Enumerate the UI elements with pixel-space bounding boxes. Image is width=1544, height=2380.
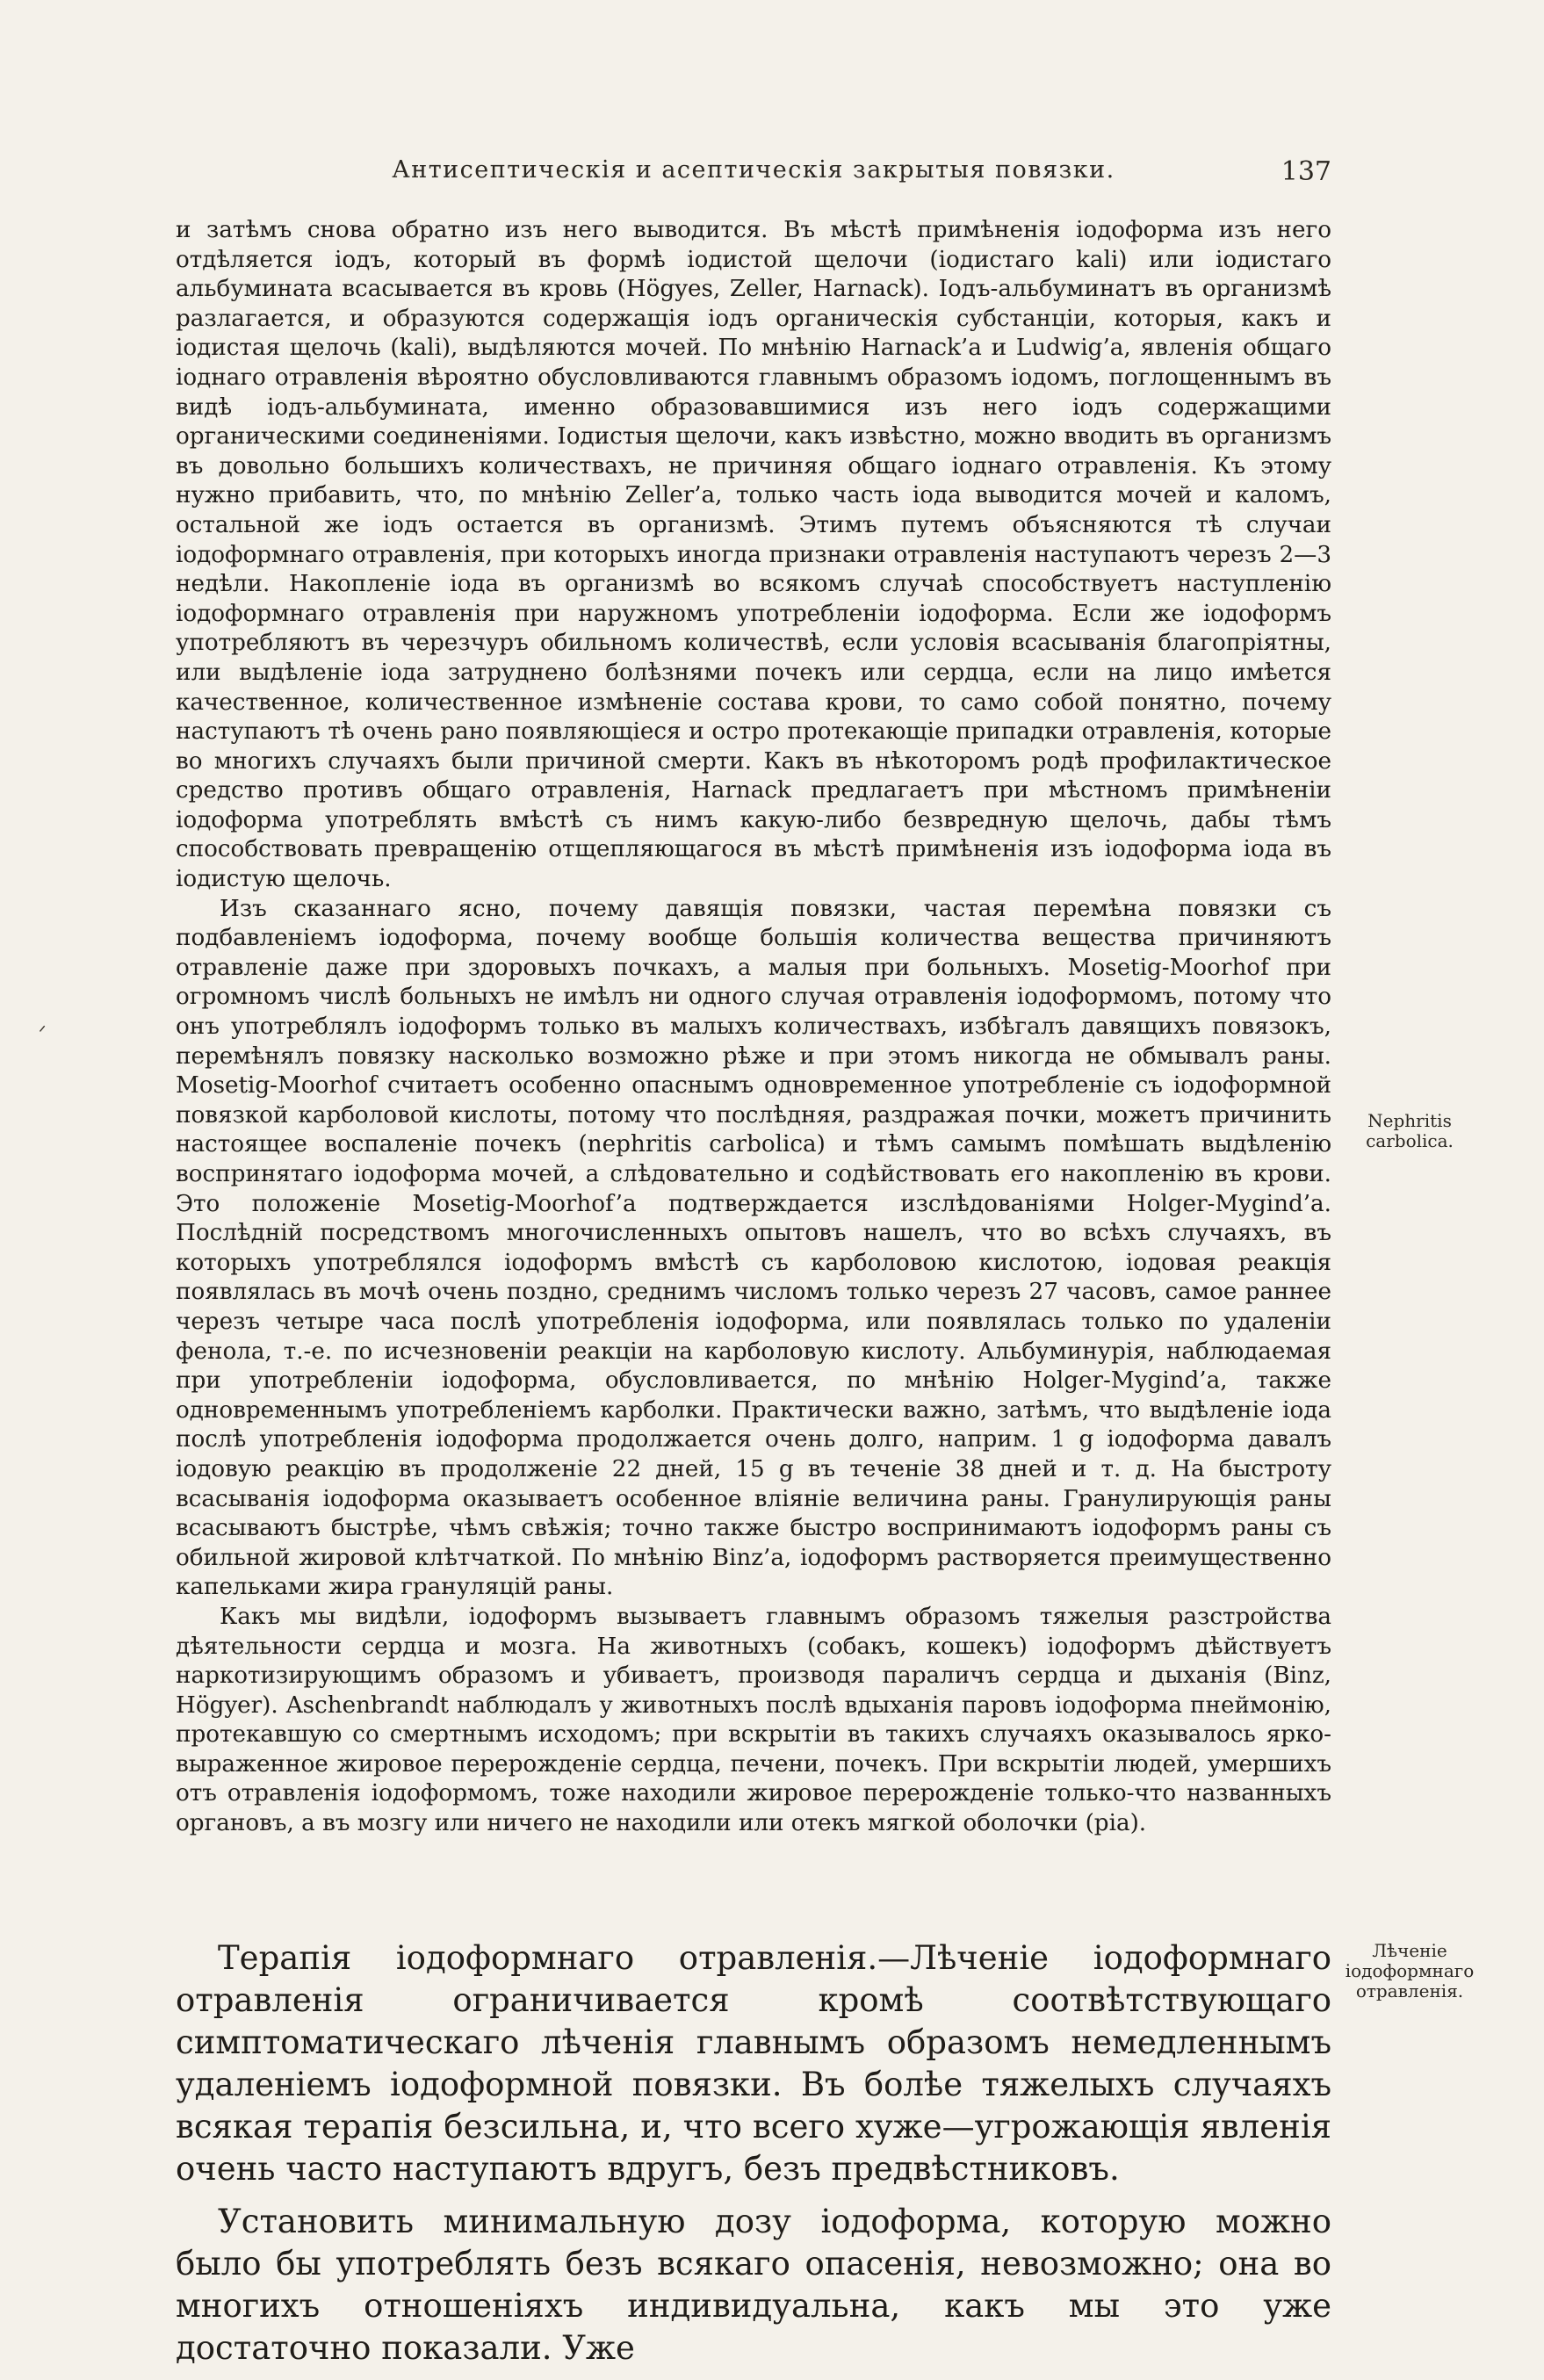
paragraph: и затѣмъ снова обратно изъ него выводится. Въ мѣстѣ примѣненія іодоформа изъ него отдѣляется іодъ, который въ формѣ іодистой щелочи (іодистаго kali) или іодистаго альбумината всасывается въ кровь (Högyes, Zeller, Harnack). Іодъ-альбуминатъ въ организмѣ разлагается, и образуются содержащія іодъ органическія субстанціи, которыя, какъ и іодистая щелочь (kali), выдѣляются мочей. По мнѣнію Harnack’a и Ludwig’a, явленія общаго іоднаго отравленія вѣроятно обусловливаются главнымъ образомъ іодомъ, поглощеннымъ въ видѣ іодъ-альбумината, именно образовавшимися изъ него іодъ содержащими органическими соединеніями. Іодистыя щелочи, какъ извѣстно, можно вводить въ организмъ въ довольно большихъ количествахъ, не причиняя общаго іоднаго отравленія. Къ этому нужно прибавить, что, по мнѣнію Zeller’a, только часть іода выводится мочей и каломъ, остальной же іодъ остается въ организмѣ. Этимъ путемъ объясняются тѣ случаи іодоформнаго отравленія, при которыхъ иногда признаки отравленія наступаютъ черезъ 2—3 недѣли. Накопленіе іода въ организмѣ во всякомъ случаѣ способствуетъ наступленію іодоформнаго отравленія при наружномъ употребленіи іодоформа. Если же іодоформъ употребляютъ въ черезчуръ обильномъ количествѣ, если условія всасыванія благопріятны, или выдѣленіе іода затруднено болѣзнями почекъ или сердца, если на лицо имѣется качественное, количественное измѣненіе состава крови, то само собой понятно, почему наступаютъ тѣ очень рано появляющіеся и остро протекающіе припадки отравленія, которые во многихъ случаяхъ были причиной смерти. Какъ въ нѣкоторомъ родѣ профилактическое средство противъ общаго отравленія, Harnack предлагаетъ при мѣстномъ примѣненіи іодоформа употреблять вмѣстѣ съ нимъ какую-либо безвредную щелочь, дабы тѣмъ способствовать превращенію отщепляющагося въ мѣстѣ примѣненія изъ іодоформа іода въ іодистую щелочь. (176, 217, 1331, 893)
paragraph: Какъ мы видѣли, іодоформъ вызываетъ главнымъ образомъ тяжелыя разстройства дѣятельности сердца и мозга. На животныхъ (собакъ, кошекъ) іодоформъ дѣйствуетъ наркотизирующимъ образомъ и убиваетъ, производя параличъ сердца и дыханія (Binz, Högyer). Aschenbrandt наблюдалъ у животныхъ послѣ вдыханія паровъ іодоформа пнеймонію, протекавшую со смертнымъ исходомъ; при вскрытіи въ такихъ случаяхъ оказывалось ярко-выраженное жировое перерожденіе сердца, печени, почекъ. При вскрытіи людей, умершихъ отъ отравленія іодоформомъ, тоже находили жировое перерожденіе только-что названныхъ органовъ, а въ мозгу или ничего не находили или отекъ мягкой оболочки (pia). (176, 1603, 1331, 1837)
page-header (176, 156, 1331, 191)
paragraph: Изъ сказаннаго ясно, почему давящія повязки, частая перемѣна повязки съ подбавленіемъ іодоформа, почему вообще большія количества вещества причиняютъ отравленіе даже при здоровыхъ почкахъ, а малыя при больныхъ. Mosetig-Moorhof при огромномъ числѣ больныхъ не имѣлъ ни одного случая отравленія іодоформомъ, потому что онъ употреблялъ іодоформъ только въ малыхъ количествахъ, избѣгалъ давящихъ повязокъ, перемѣнялъ повязку насколько возможно рѣже и при этомъ никогда не обмывалъ раны. Mosetig-Moorhof считаетъ особенно опаснымъ одновременное употребленіе съ іодоформной повязкой карболовой кислоты, потому что послѣдняя, раздражая почки, можетъ причинить настоящее воспаленіе почекъ (nephritis carbolica) и тѣмъ самымъ помѣшать выдѣленію воспринятаго іодоформа мочей, а слѣдовательно и содѣйствовать его накопленію въ крови. Это положеніе Mosetig-Moorhof’a подтверждается изслѣдованіями Holger-Mygind’a. Послѣдній посредствомъ многочисленныхъ опытовъ нашелъ, что во всѣхъ случаяхъ, въ которыхъ употреблялся іодоформъ вмѣстѣ съ карболовою кислотою, іодовая реакція появлялась въ мочѣ очень поздно, среднимъ числомъ только черезъ 27 часовъ, самое раннее черезъ четыре часа послѣ употребленія іодоформа, или появлялась только по удаленіи фенола, т.-е. по исчезновеніи реакціи на карболовую кислоту. Альбуминурія, наблюдаемая при употребленіи іодоформа, обусловливается, по мнѣнію Holger-Mygind’a, также одновременнымъ употребленіемъ карболки. Практически важно, затѣмъ, что выдѣленіе іода послѣ употребленія іодоформа продолжается очень долго, наприм. 1 g іодоформа давалъ іодовую реакцію въ продолженіе 22 дней, 15 g въ теченіе 38 дней и т. д. На быстроту всасыванія іодоформа оказываетъ особенное вліяніе величина раны. Гранулирующія раны всасываютъ быстрѣе, чѣмъ свѣжія; точно также быстро воспринимаютъ іодоформъ раны съ обильной жировой клѣтчаткой. По мнѣнію Binz’a, іодоформъ растворяется преимущественно капельками жира грануляцій раны. (176, 895, 1331, 1601)
small-print-body (176, 216, 1331, 1839)
paragraph: Установить минимальную дозу іодоформа, которую можно было бы употреблять безъ всякаго опасенія, невозможно; она во многихъ отношеніяхъ индивидуальна, какъ мы это уже достаточно показали. Уже (176, 2203, 1331, 2367)
page-number: 137 (1281, 156, 1331, 187)
running-head: Антисептическія и асептическія закрытыя повязки. (392, 156, 1115, 184)
large-print-body (176, 1937, 1331, 2380)
margin-note-nephritis: Nephritis carbolica. (1366, 1110, 1454, 1151)
stray-mark: ᐟ (39, 1021, 47, 1042)
margin-note-therapy: Лѣченіе іодоформнаго отравленія. (1345, 1940, 1475, 2001)
paragraph: Терапія іодоформнаго отравленія.—Лѣченіе іодоформнаго отравленія ограничивается кромѣ соотвѣтствующаго симптоматическаго лѣченія главнымъ образомъ немедленнымъ удаленіемъ іодоформной повязки. Въ болѣе тяжелыхъ случаяхъ всякая терапія безсильна, и, что всего хуже—угрожающія явленія очень часто наступаютъ вдругъ, безъ предвѣстниковъ. (176, 1939, 1331, 2188)
